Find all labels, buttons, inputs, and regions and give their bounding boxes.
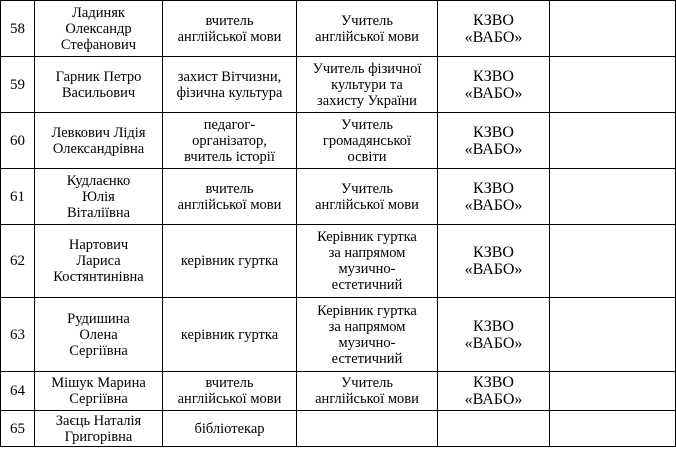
table-row (1, 372, 676, 411)
position: вчитель англійської мови (163, 1, 297, 57)
table-row (1, 298, 676, 372)
teacher-name: Левкович Лідія Олександрівна (35, 113, 163, 169)
institution (438, 411, 550, 447)
empty-cell (550, 411, 676, 447)
empty-cell (550, 225, 676, 298)
empty-cell (550, 1, 676, 57)
teacher-name: Нартович Лариса Костянтинівна (35, 225, 163, 298)
teacher-name: Гарник Петро Васильович (35, 57, 163, 113)
empty-cell (550, 113, 676, 169)
empty-cell (550, 169, 676, 225)
institution: КЗВО «ВАБО» (438, 372, 550, 411)
teacher-name: Рудишина Олена Сергіївна (35, 298, 163, 372)
row-number: 59 (1, 57, 35, 113)
institution: КЗВО «ВАБО» (438, 1, 550, 57)
position: вчитель англійської мови (163, 372, 297, 411)
table-row (1, 411, 676, 447)
row-number: 61 (1, 169, 35, 225)
qualification: Учитель англійської мови (297, 169, 438, 225)
qualification (297, 411, 438, 447)
empty-cell (550, 298, 676, 372)
table-row (1, 113, 676, 169)
institution: КЗВО «ВАБО» (438, 298, 550, 372)
teacher-name: Ладиняк Олександр Стефанович (35, 1, 163, 57)
row-number: 63 (1, 298, 35, 372)
table-row (1, 1, 676, 57)
position: керівник гуртка (163, 225, 297, 298)
row-number: 65 (1, 411, 35, 447)
empty-cell (550, 372, 676, 411)
position: педагог- організатор, вчитель історії (163, 113, 297, 169)
teacher-name: Кудлаєнко Юлія Віталіївна (35, 169, 163, 225)
teacher-name: Заєць Наталія Григорівна (35, 411, 163, 447)
position: вчитель англійської мови (163, 169, 297, 225)
qualification: Керівник гуртка за напрямом музично- естетичний (297, 298, 438, 372)
qualification: Учитель фізичної культури та захисту України (297, 57, 438, 113)
institution: КЗВО «ВАБО» (438, 113, 550, 169)
position: керівник гуртка (163, 298, 297, 372)
table-row (1, 169, 676, 225)
qualification: Учитель громадянської освіти (297, 113, 438, 169)
institution: КЗВО «ВАБО» (438, 57, 550, 113)
empty-cell (550, 57, 676, 113)
qualification: Керівник гуртка за напрямом музично- естетичний (297, 225, 438, 298)
institution: КЗВО «ВАБО» (438, 225, 550, 298)
position: захист Вітчизни, фізична культура (163, 57, 297, 113)
table-row (1, 57, 676, 113)
teacher-name: Мішук Марина Сергіївна (35, 372, 163, 411)
row-number: 60 (1, 113, 35, 169)
row-number: 62 (1, 225, 35, 298)
institution: КЗВО «ВАБО» (438, 169, 550, 225)
row-number: 64 (1, 372, 35, 411)
position: бібліотекар (163, 411, 297, 447)
qualification: Учитель англійської мови (297, 372, 438, 411)
qualification: Учитель англійської мови (297, 1, 438, 57)
row-number: 58 (1, 1, 35, 57)
table-row (1, 225, 676, 298)
